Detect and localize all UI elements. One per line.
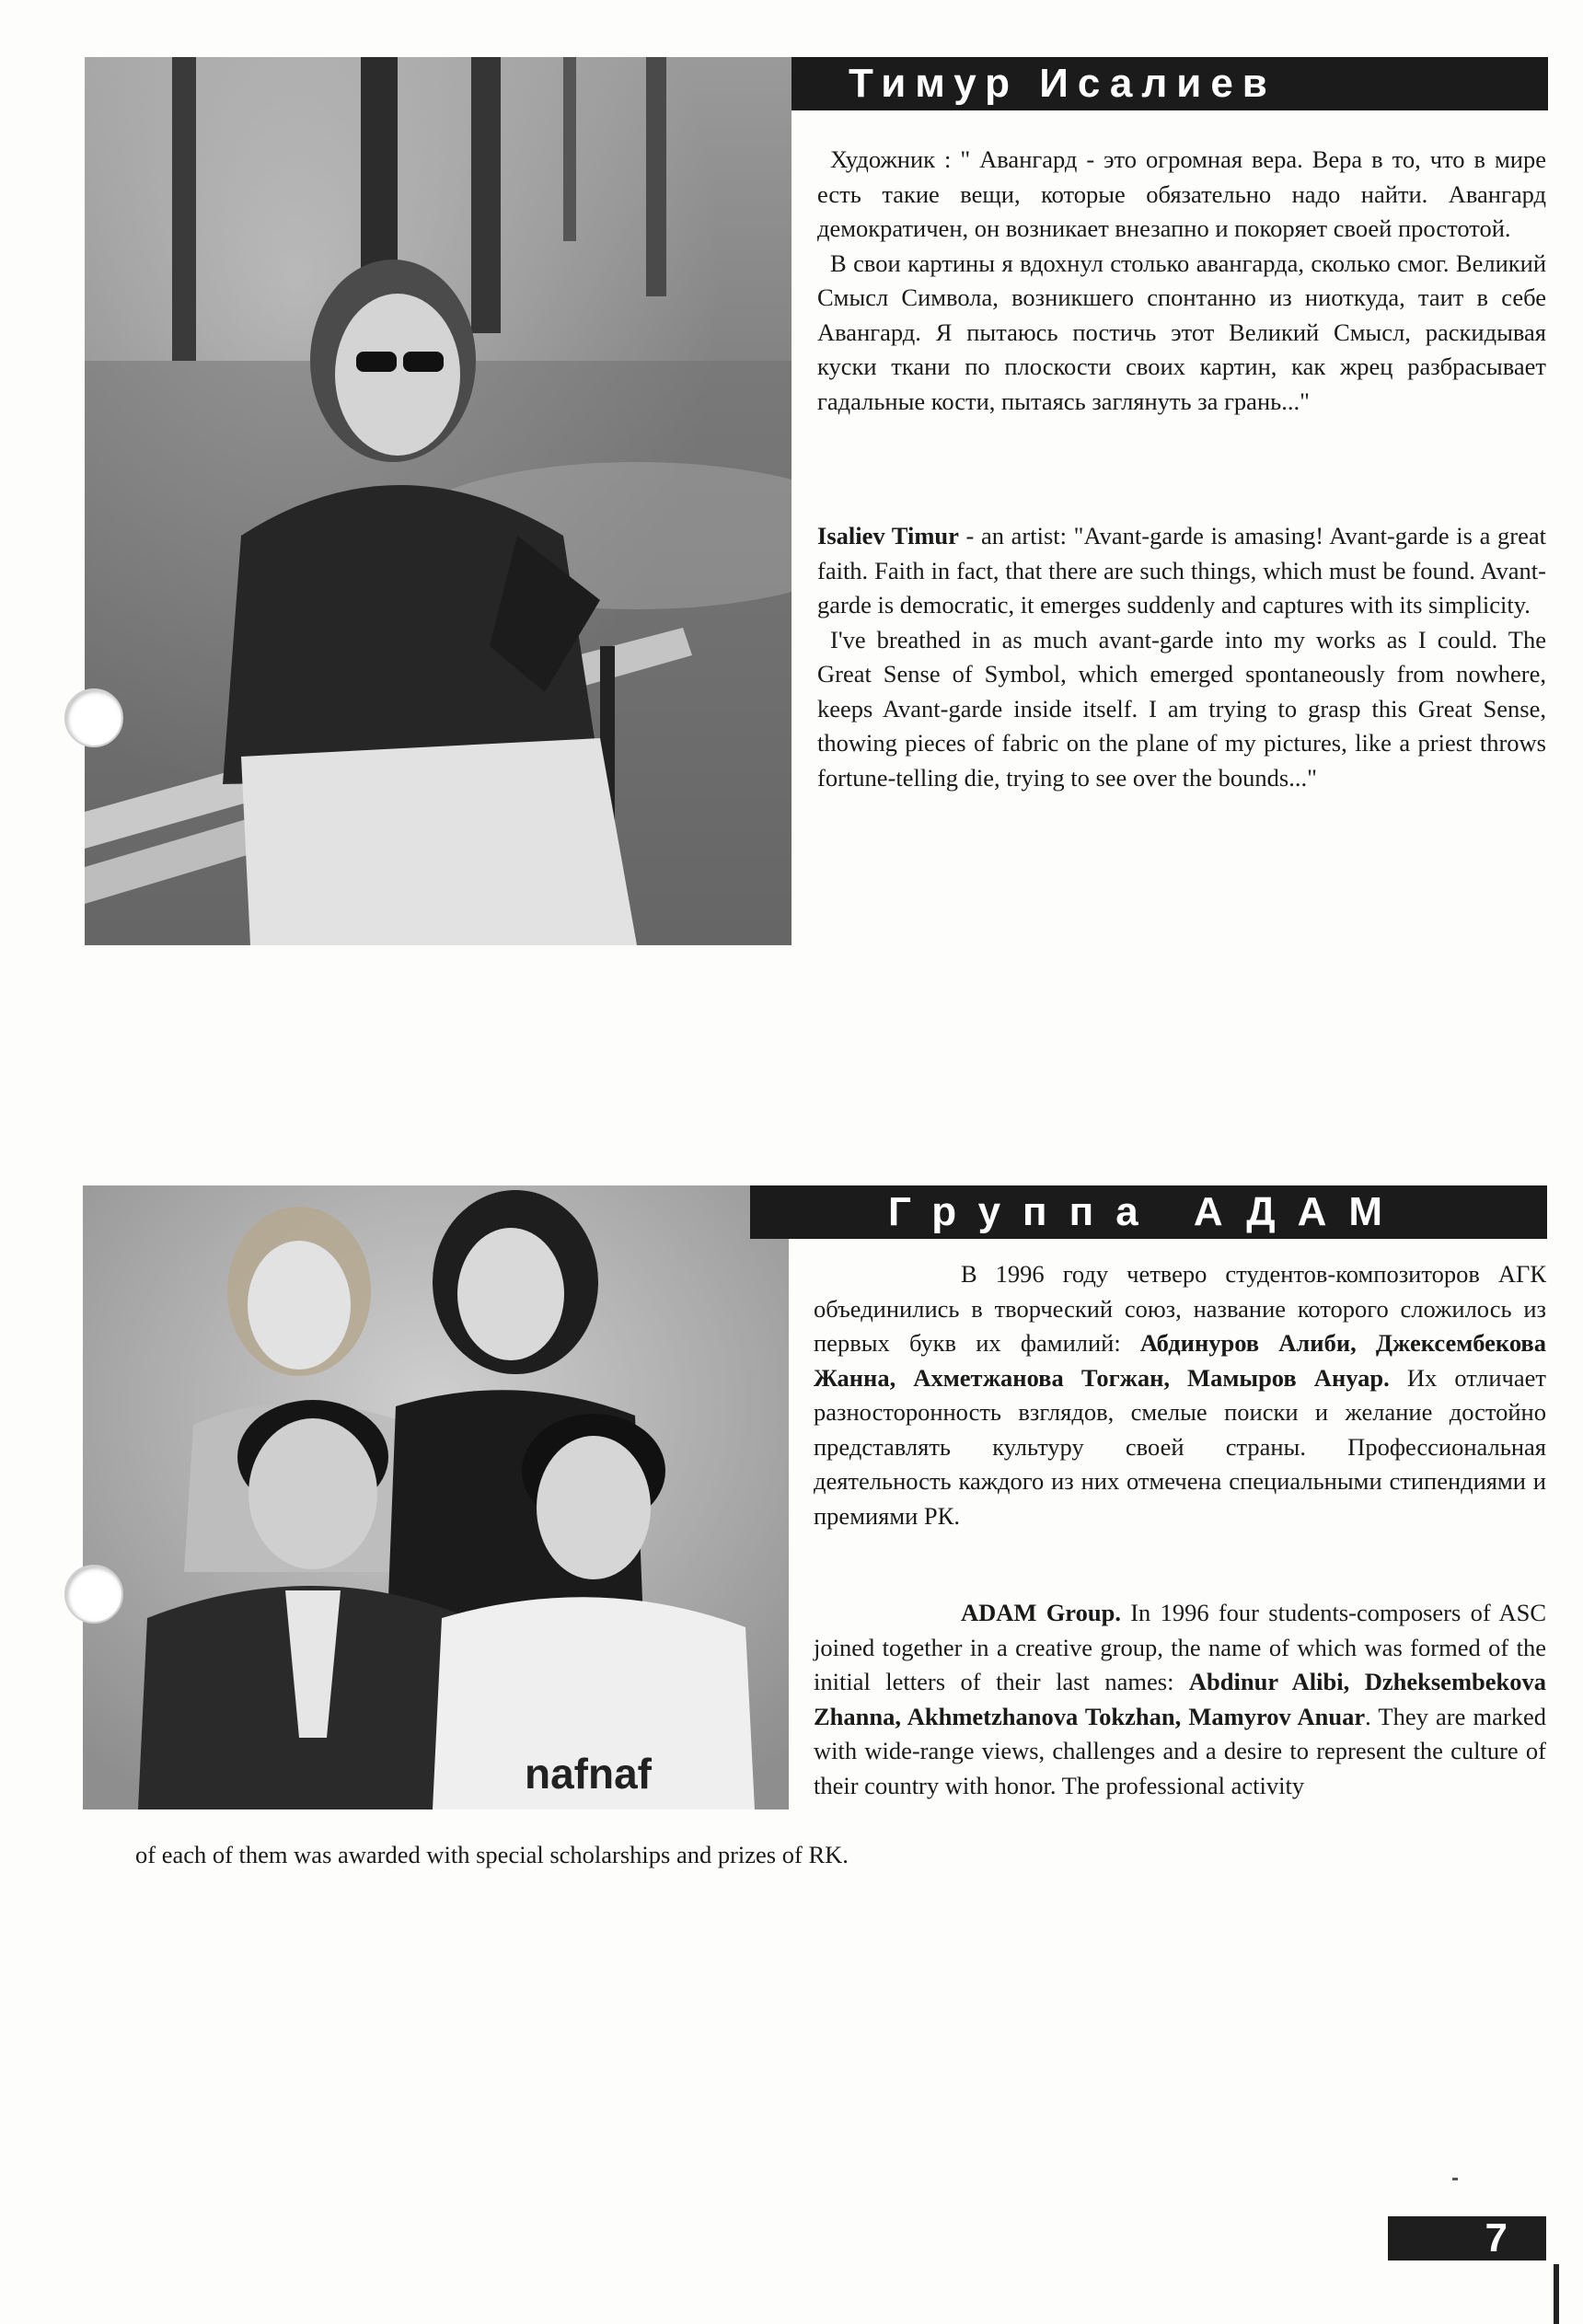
bio-en-paragraph-1: - an artist: "Avant-garde is amasing! Avant-garde is a great faith. Faith in fact, that there are such things, which must be found. Avant-garde is democratic, it emerges suddenly and captures with its simplicity. [817, 522, 1546, 619]
bio-english-isaliev [817, 519, 1546, 795]
portrait-photo-isaliev [85, 57, 792, 945]
group-en-last-line: of each of them was awarded with special scholarships and prizes of RK. [135, 1841, 849, 1868]
bio-ru-paragraph-2: В свои картины я вдохнул столько авангарда, сколько смог. Великий Смысл Символа, возникшего спонтанно из ниоткуда, таит в себе Авангард. Я пытаюсь постичь этот Великий Смысл, раскидывая куски ткани по плоскости своих картин, как жрец разбрасывает гадальные кости, пытаясь заглянуть за грань..." [817, 249, 1546, 415]
bio-en-paragraph-2: I've breathed in as much avant-garde into my works as I could. The Great Sense of Symbol, which emerged spontaneously from nowhere, keeps Avant-garde inside itself. I am trying to grasp this Great Sense, thowing pieces of fabric on the plane of my pictures, like a priest throws fortune-telling die, trying to see over the bounds..." [817, 625, 1546, 792]
page-edge-mark [1554, 2264, 1559, 2324]
group-name-banner: Группа АДАМ [750, 1185, 1547, 1239]
scan-speck [1452, 2178, 1458, 2180]
page-number: 7 [1388, 2216, 1546, 2260]
shirt-print: nafnaf [525, 1750, 652, 1798]
bio-en-name: Isaliev Timur [817, 522, 959, 549]
group-ru-text-b: Их отличает разносторонность взглядов, смелые поиски и желание достойно представлять культуру своей страны. Профессиональная деятельность каждого из них отмечена специальными стипендиями и премиями РК. [814, 1363, 1546, 1530]
group-en-text-b: . They are marked with wide-range views, challenges and a desire to represent the culture of their country with honor. The professional activity [814, 1702, 1546, 1799]
punch-hole [64, 1565, 123, 1624]
bio-english-adam [814, 1596, 1546, 1803]
group-en-members: Abdinur Alibi, Dzheksembekova Zhanna, Akhmetzhanova Tokzhan, Mamyrov Anuar [814, 1668, 1547, 1730]
group-en-text-a: In 1996 four students-composers of ASC joined together in a creative group, the name of which was formed of the initial letters of their last names: [814, 1599, 1546, 1695]
group-ru-text-a: В 1996 году четверо студентов-композиторов АГК объединились в творческий союз, название которого сложилось из первых букв их фамилий: [814, 1260, 1546, 1357]
artist-name-banner: Тимур Исалиев [792, 57, 1548, 110]
group-en-title: ADAM Group. [961, 1599, 1121, 1626]
punch-hole [64, 688, 123, 747]
bio-russian-isaliev [817, 143, 1546, 419]
group-ru-members: Абдинуров Алиби, Джексембекова Жанна, Ахметжанова Тогжан, Мамыров Ануар. [814, 1329, 1546, 1392]
bio-russian-adam [814, 1257, 1546, 1533]
bio-ru-paragraph-1: Художник : " Авангард - это огромная вера. Вера в то, что в мире есть такие вещи, которые обязательно надо найти. Авангард демократичен, он возникает внезапно и покоряет своей простотой. [817, 145, 1546, 242]
studio-group-photo [83, 1185, 789, 1809]
park-bench-photo [85, 57, 792, 945]
group-photo-adam [83, 1185, 789, 1809]
